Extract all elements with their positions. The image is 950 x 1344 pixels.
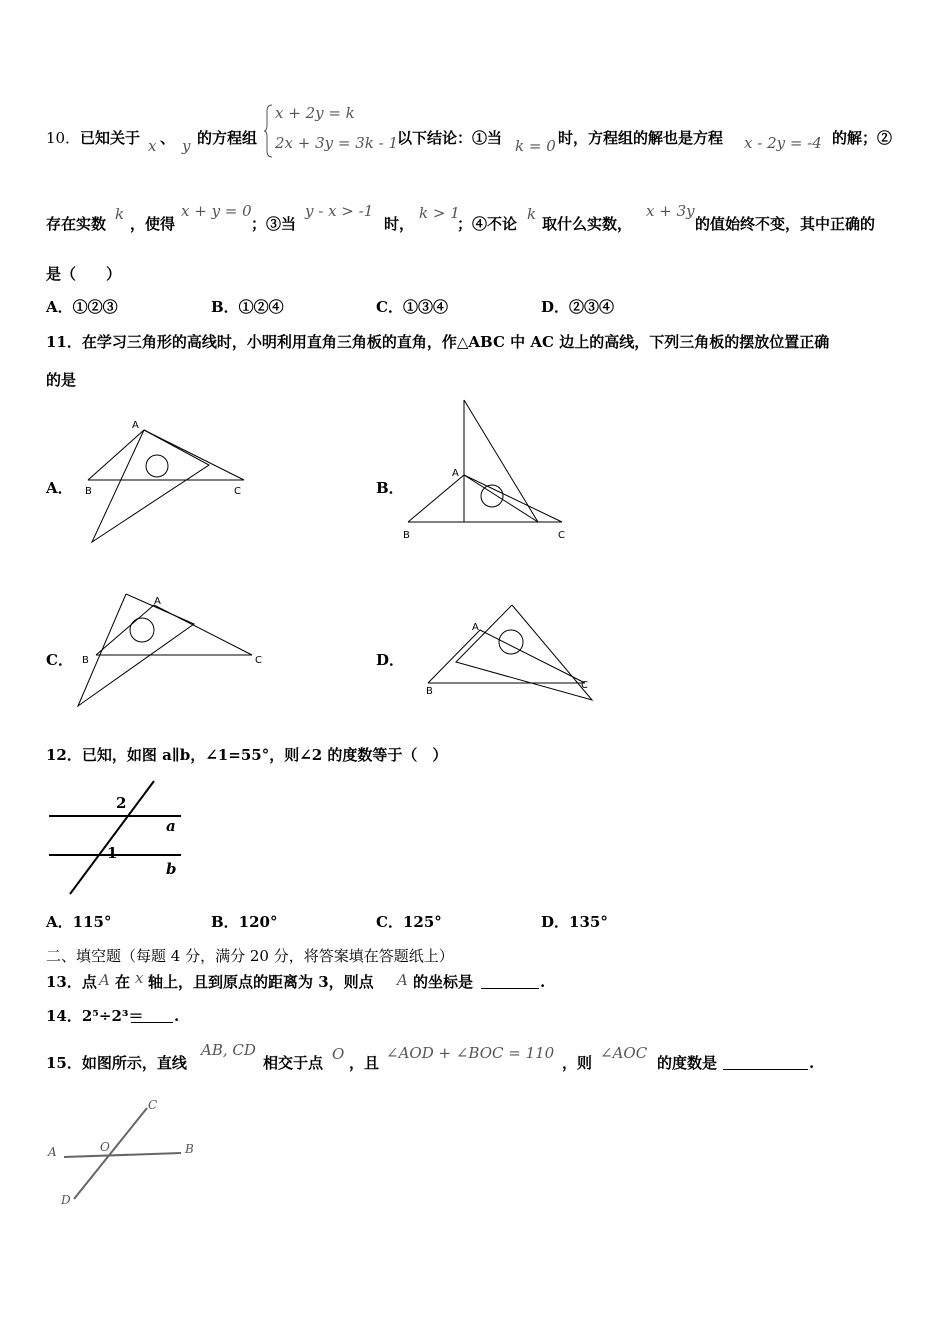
q13-answer-blank[interactable] [481,973,539,989]
q13-text-4: 的坐标是 [413,973,474,991]
q10-l2-text-5: ；④不论 [457,215,518,233]
q10-l2-math-3: k > 1 [419,204,460,222]
q10-math-eq: x - 2y = -4 [744,134,822,152]
q10-l2-k2: k [527,205,537,223]
q12-label-2: 2 [116,794,127,812]
q12-figure [46,778,196,900]
q11d-label-a: A [472,622,479,633]
q10-text-5: 的解；② [832,129,893,147]
q10-text-3: 以下结论：①当 [397,129,503,147]
q10-var-x: x [148,137,157,155]
q15-math-lines: AB, CD [201,1041,256,1059]
q11b-label-a: A [452,468,459,479]
q12-option-c[interactable]: C．125° [376,913,442,931]
q10-l2-math-4: x + 3y [646,202,695,220]
q15-text-5: 的度数是 [657,1054,718,1072]
q10-option-c[interactable]: C．①③④ [376,298,448,316]
q10-option-b[interactable]: B．①②④ [211,298,284,316]
q11a-label-c: C [234,486,241,497]
q10-text-2: 的方程组 [197,129,258,147]
q13-math-a2: A [397,971,408,989]
q11c-label-b: B [82,655,89,666]
q12-option-d[interactable]: D．135° [541,913,608,931]
q11c-label-a: A [154,596,161,607]
q15-label-a: A [48,1145,57,1159]
q15-text-4: ，则 [562,1054,593,1072]
q11-figure-d [420,600,605,710]
q11-figure-a [84,415,254,550]
q10-option-a[interactable]: A．①②③ [46,298,118,316]
q10-eq-2: 2x + 3y = 3k - 1 [275,134,399,152]
q13-text-5: . [540,973,546,991]
q15-text-2: 相交于点 [263,1054,324,1072]
q10-number: 10． [46,129,81,147]
q15-text-3: ，且 [349,1054,380,1072]
q11a-label-a: A [132,420,139,431]
q11-option-a[interactable]: A． [46,479,73,497]
q12-option-a[interactable]: A．115° [46,913,112,931]
q13-text-3: 轴上，且到原点的距离为 3，则点 [148,973,374,991]
q15-math-eq: ∠AOD + ∠BOC = 110 [386,1044,555,1062]
q13-math-a: A [99,971,110,989]
q15-text-6: . [809,1054,815,1072]
q10-l2-math-1: x + y = 0 [181,202,252,220]
q11-option-b[interactable]: B． [376,479,404,497]
q11-figure-c [74,590,274,710]
q14-text-2: . [174,1007,180,1025]
q15-text-1: 15．如图所示，直线 [46,1054,187,1072]
q11-option-c[interactable]: C． [46,651,73,669]
q14-text-1: 14．2⁵÷2³＝ [46,1007,144,1025]
q11b-label-c: C [558,530,565,541]
q10-l2-text-1: 存在实数 [46,215,107,233]
q11c-label-c: C [255,655,262,666]
q10-l2-text-4: 时， [384,215,415,233]
q11-line-2: 的是 [46,371,77,389]
q11-option-d[interactable]: D． [376,651,405,669]
q10-sep: 、 [160,129,176,147]
q13-text-1: 13．点 [46,973,97,991]
q11a-label-b: B [85,486,92,497]
q12-label-b: b [166,860,177,878]
q10-l2-text-7: 的值始终不变，其中正确的 [695,215,876,233]
q11b-label-b: B [403,530,410,541]
q13-text-2: 在 [115,973,131,991]
q11-line-1: 11．在学习三角形的高线时，小明利用直角三角板的直角，作△ABC 中 AC 边上的高线，下列三角板的摆放位置正确 [46,333,830,351]
q14-answer-blank[interactable] [131,1007,173,1023]
q10-text-4: 时，方程组的解也是方程 [558,129,724,147]
q10-l2-math-2: y - x > -1 [305,202,374,220]
q15-label-o: O [100,1140,110,1154]
q15-math-o: O [332,1045,345,1063]
q11-figure-b [400,395,575,545]
q11d-label-c: C [581,680,588,691]
q13-math-x: x [135,969,144,987]
q15-math-aoc: ∠AOC [600,1044,648,1062]
q10-l2-text-3: ；③当 [251,215,297,233]
q10-line-3: 是（ ） [46,265,122,283]
q12-text: 12．已知，如图 a∥b，∠1=55°，则∠2 的度数等于（ ） [46,746,448,764]
q12-option-b[interactable]: B．120° [211,913,278,931]
q10-l2-k: k [115,205,125,223]
q10-l2-text-6: 取什么实数， [542,215,633,233]
q15-label-b: B [185,1142,194,1156]
q10-option-d[interactable]: D．②③④ [541,298,615,316]
q10-math-k0: k = 0 [515,137,556,155]
q10-var-y: y [182,137,191,155]
q10-brace-icon [264,103,274,159]
q15-label-d: D [61,1193,71,1207]
q10-text-1: 已知关于 [80,129,141,147]
q15-label-c: C [148,1098,158,1112]
q15-answer-blank[interactable] [723,1054,808,1070]
q12-label-a: a [166,817,176,835]
section-2-heading: 二、填空题（每题 4 分，满分 20 分，将答案填在答题纸上） [46,947,454,965]
q11d-label-b: B [426,686,433,697]
q10-l2-text-2: ，使得 [130,215,176,233]
q15-figure [44,1096,209,1211]
q10-eq-1: x + 2y = k [275,104,355,122]
q12-label-1: 1 [107,844,118,862]
